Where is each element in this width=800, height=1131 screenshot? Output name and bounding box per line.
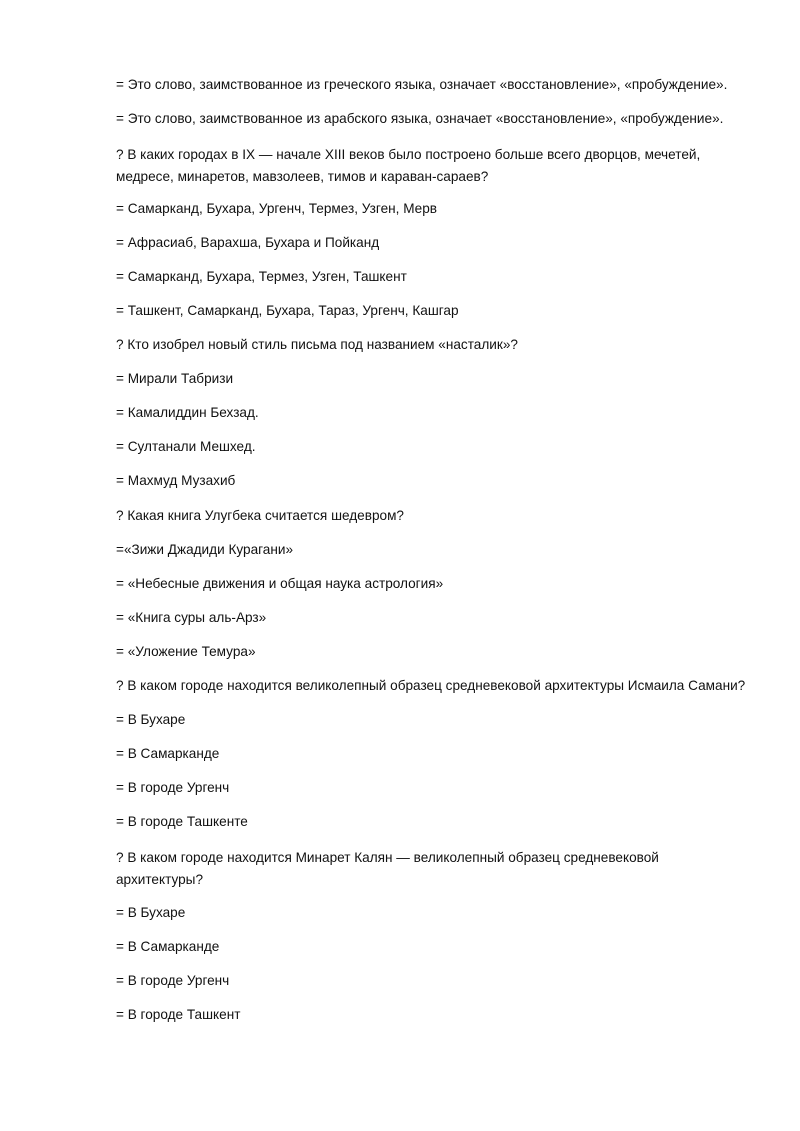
answer-option: = Афрасиаб, Варахша, Бухара и Пойканд [116, 235, 380, 250]
answer-option: = «Небесные движения и общая наука астрология» [116, 576, 444, 591]
answer-option: = Султанали Мешхед. [116, 439, 256, 454]
question: ? В каком городе находится Минарет Калян — великолепный образец средневековой архитектуры? [116, 850, 659, 887]
answer-option: = «Книга суры аль-Арз» [116, 610, 267, 625]
answer-option: = В Бухаре [116, 712, 186, 727]
answer-option: = В Самарканде [116, 939, 220, 954]
answer-option: = В Самарканде [116, 746, 220, 761]
question: ? Кто изобрел новый стиль письма под названием «насталик»? [116, 337, 518, 352]
answer-option: = Самарканд, Бухара, Ургенч, Термез, Узген, Мерв [116, 201, 438, 216]
answer-option: = В городе Ургенч [116, 780, 230, 795]
question: ? В каких городах в IX — начале XIII веков было построено больше всего дворцов, мечетей, медресе, минаретов, мавзолеев, тимов и караван-сараев? [116, 147, 701, 184]
answer-option: = В Бухаре [116, 905, 186, 920]
answer-option: = Самарканд, Бухара, Термез, Узген, Ташкент [116, 269, 407, 284]
answer-option: = В городе Ташкент [116, 1007, 241, 1022]
answer-option: = «Уложение Темура» [116, 644, 256, 659]
answer-option: = Мирали Табризи [116, 371, 234, 386]
question: ? В каком городе находится великолепный образец средневековой архитектуры Исмаила Самани? [116, 678, 746, 693]
answer-option: = Махмуд Музахиб [116, 473, 236, 488]
answer-option: = В городе Ургенч [116, 973, 230, 988]
answer-option: = Это слово, заимствованное из арабского языка, означает «восстановление», «пробуждение». [116, 111, 724, 126]
answer-option: = Ташкент, Самарканд, Бухара, Тараз, Ургенч, Кашгар [116, 303, 459, 318]
answer-option: =«Зижи Джадиди Курагани» [116, 542, 294, 557]
answer-option: = Камалиддин Бехзад. [116, 405, 259, 420]
question: ? Какая книга Улугбека считается шедевром? [116, 508, 404, 523]
answer-option: = В городе Ташкенте [116, 814, 248, 829]
answer-option: = Это слово, заимствованное из греческого языка, означает «восстановление», «пробуждение». [116, 77, 728, 92]
